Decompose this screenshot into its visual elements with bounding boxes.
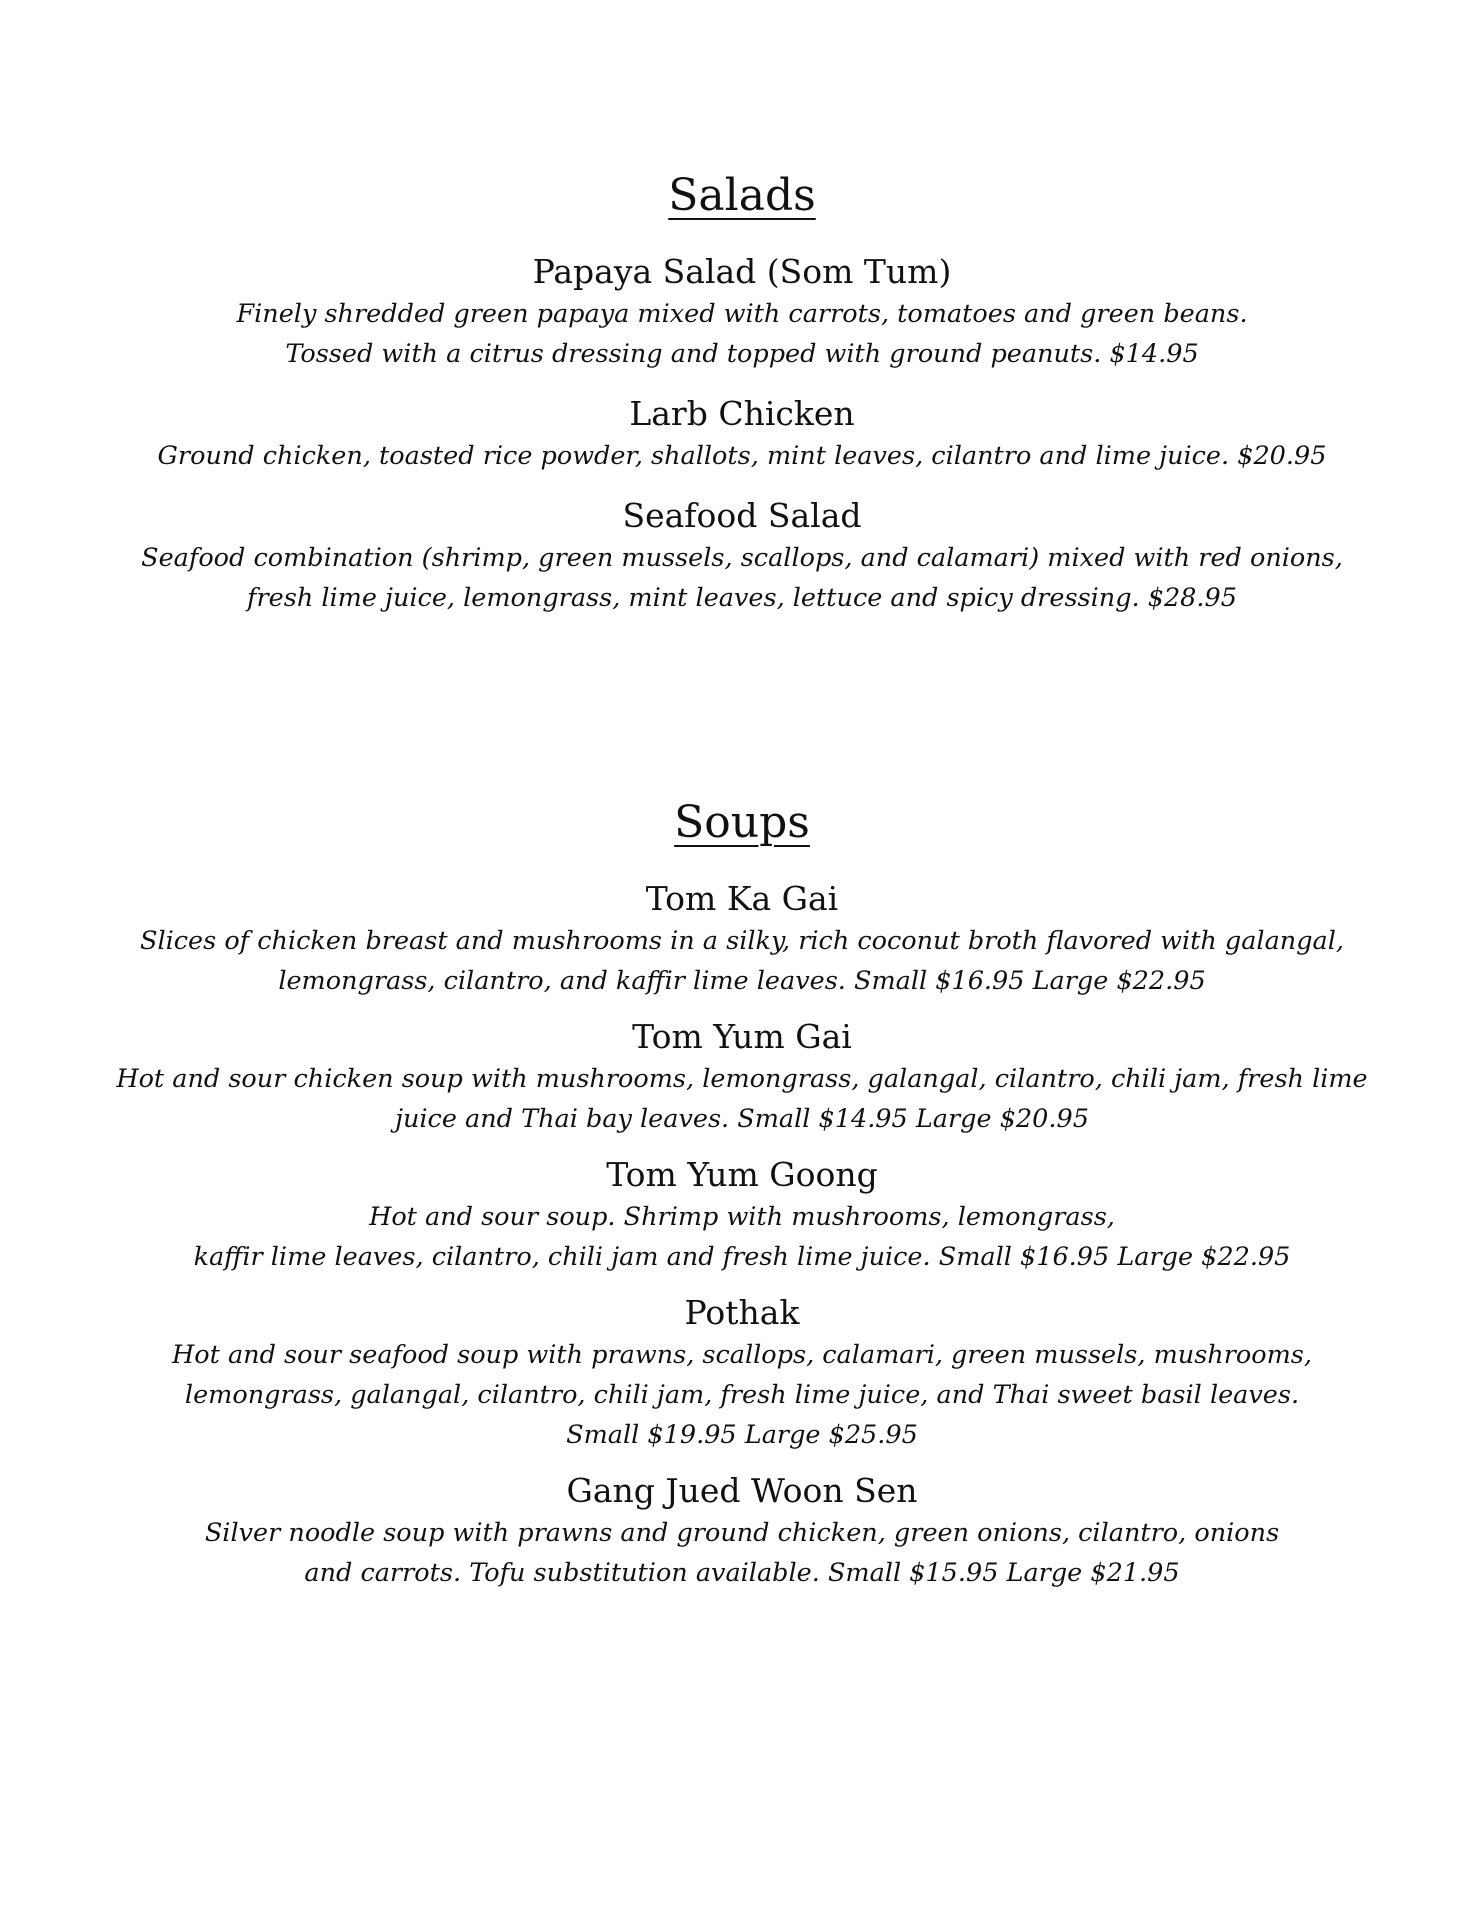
description-line: lemongrass, cilantro, and kaffir lime leaves. Small $16.95 Large $22.95: [278, 966, 1206, 996]
description-line: lemongrass, galangal, cilantro, chili jam, fresh lime juice, and Thai sweet basil leaves.: [184, 1380, 1300, 1410]
menu-item-papaya-salad: [0, 250, 1484, 374]
menu-item-gang-jued-woon-sen: [0, 1469, 1484, 1593]
description-line: Ground chicken, toasted rice powder, shallots, mint leaves, cilantro and lime juice. $20.95: [157, 441, 1327, 471]
item-description: [0, 294, 1484, 374]
description-line: Finely shredded green papaya mixed with carrots, tomatoes and green beans.: [236, 299, 1248, 329]
menu-item-tom-ka-gai: [0, 877, 1484, 1001]
section-soups: [0, 795, 1484, 1593]
section-title: Soups: [674, 797, 810, 848]
item-name: Papaya Salad (Som Tum): [532, 252, 952, 291]
description-line: fresh lime juice, lemongrass, mint leaves, lettuce and spicy dressing. $28.95: [247, 583, 1237, 613]
description-line: Slices of chicken breast and mushrooms in a silky, rich coconut broth flavored with galangal,: [139, 926, 1344, 956]
description-line: kaffir lime leaves, cilantro, chili jam and fresh lime juice. Small $16.95 Large $22.95: [193, 1242, 1291, 1272]
item-description: [0, 436, 1484, 476]
item-name: Tom Ka Gai: [645, 879, 839, 918]
item-name: Tom Yum Gai: [632, 1017, 852, 1056]
menu-item-seafood-salad: [0, 494, 1484, 618]
item-description: [0, 921, 1484, 1001]
description-line: Hot and sour seafood soup with prawns, scallops, calamari, green mussels, mushrooms,: [172, 1340, 1312, 1370]
menu-item-tom-yum-gai: [0, 1015, 1484, 1139]
item-name: Seafood Salad: [622, 496, 862, 535]
item-name: Tom Yum Goong: [606, 1155, 878, 1194]
item-name: Pothak: [684, 1293, 800, 1332]
item-description: [0, 1513, 1484, 1593]
item-description: [0, 1197, 1484, 1277]
menu-item-tom-yum-goong: [0, 1153, 1484, 1277]
description-line: Hot and sour chicken soup with mushrooms, lemongrass, galangal, cilantro, chili jam, fresh lime: [116, 1064, 1368, 1094]
item-description: [0, 1059, 1484, 1139]
description-line: Small $19.95 Large $25.95: [566, 1420, 918, 1450]
description-line: Hot and sour soup. Shrimp with mushrooms, lemongrass,: [369, 1202, 1115, 1232]
section-title: Salads: [668, 170, 816, 221]
description-line: Tossed with a citrus dressing and topped with ground peanuts. $14.95: [285, 339, 1199, 369]
description-line: Seafood combination (shrimp, green mussels, scallops, and calamari) mixed with red onions,: [141, 543, 1343, 573]
description-line: and carrots. Tofu substitution available. Small $15.95 Large $21.95: [304, 1558, 1180, 1588]
section-salads: [0, 168, 1484, 618]
item-name: Gang Jued Woon Sen: [566, 1471, 918, 1510]
menu-item-pothak: [0, 1291, 1484, 1455]
item-description: [0, 1335, 1484, 1455]
menu-item-larb-chicken: [0, 392, 1484, 476]
item-description: [0, 538, 1484, 618]
item-name: Larb Chicken: [629, 394, 855, 433]
description-line: juice and Thai bay leaves. Small $14.95 Large $20.95: [395, 1104, 1089, 1134]
description-line: Silver noodle soup with prawns and ground chicken, green onions, cilantro, onions: [204, 1518, 1280, 1548]
